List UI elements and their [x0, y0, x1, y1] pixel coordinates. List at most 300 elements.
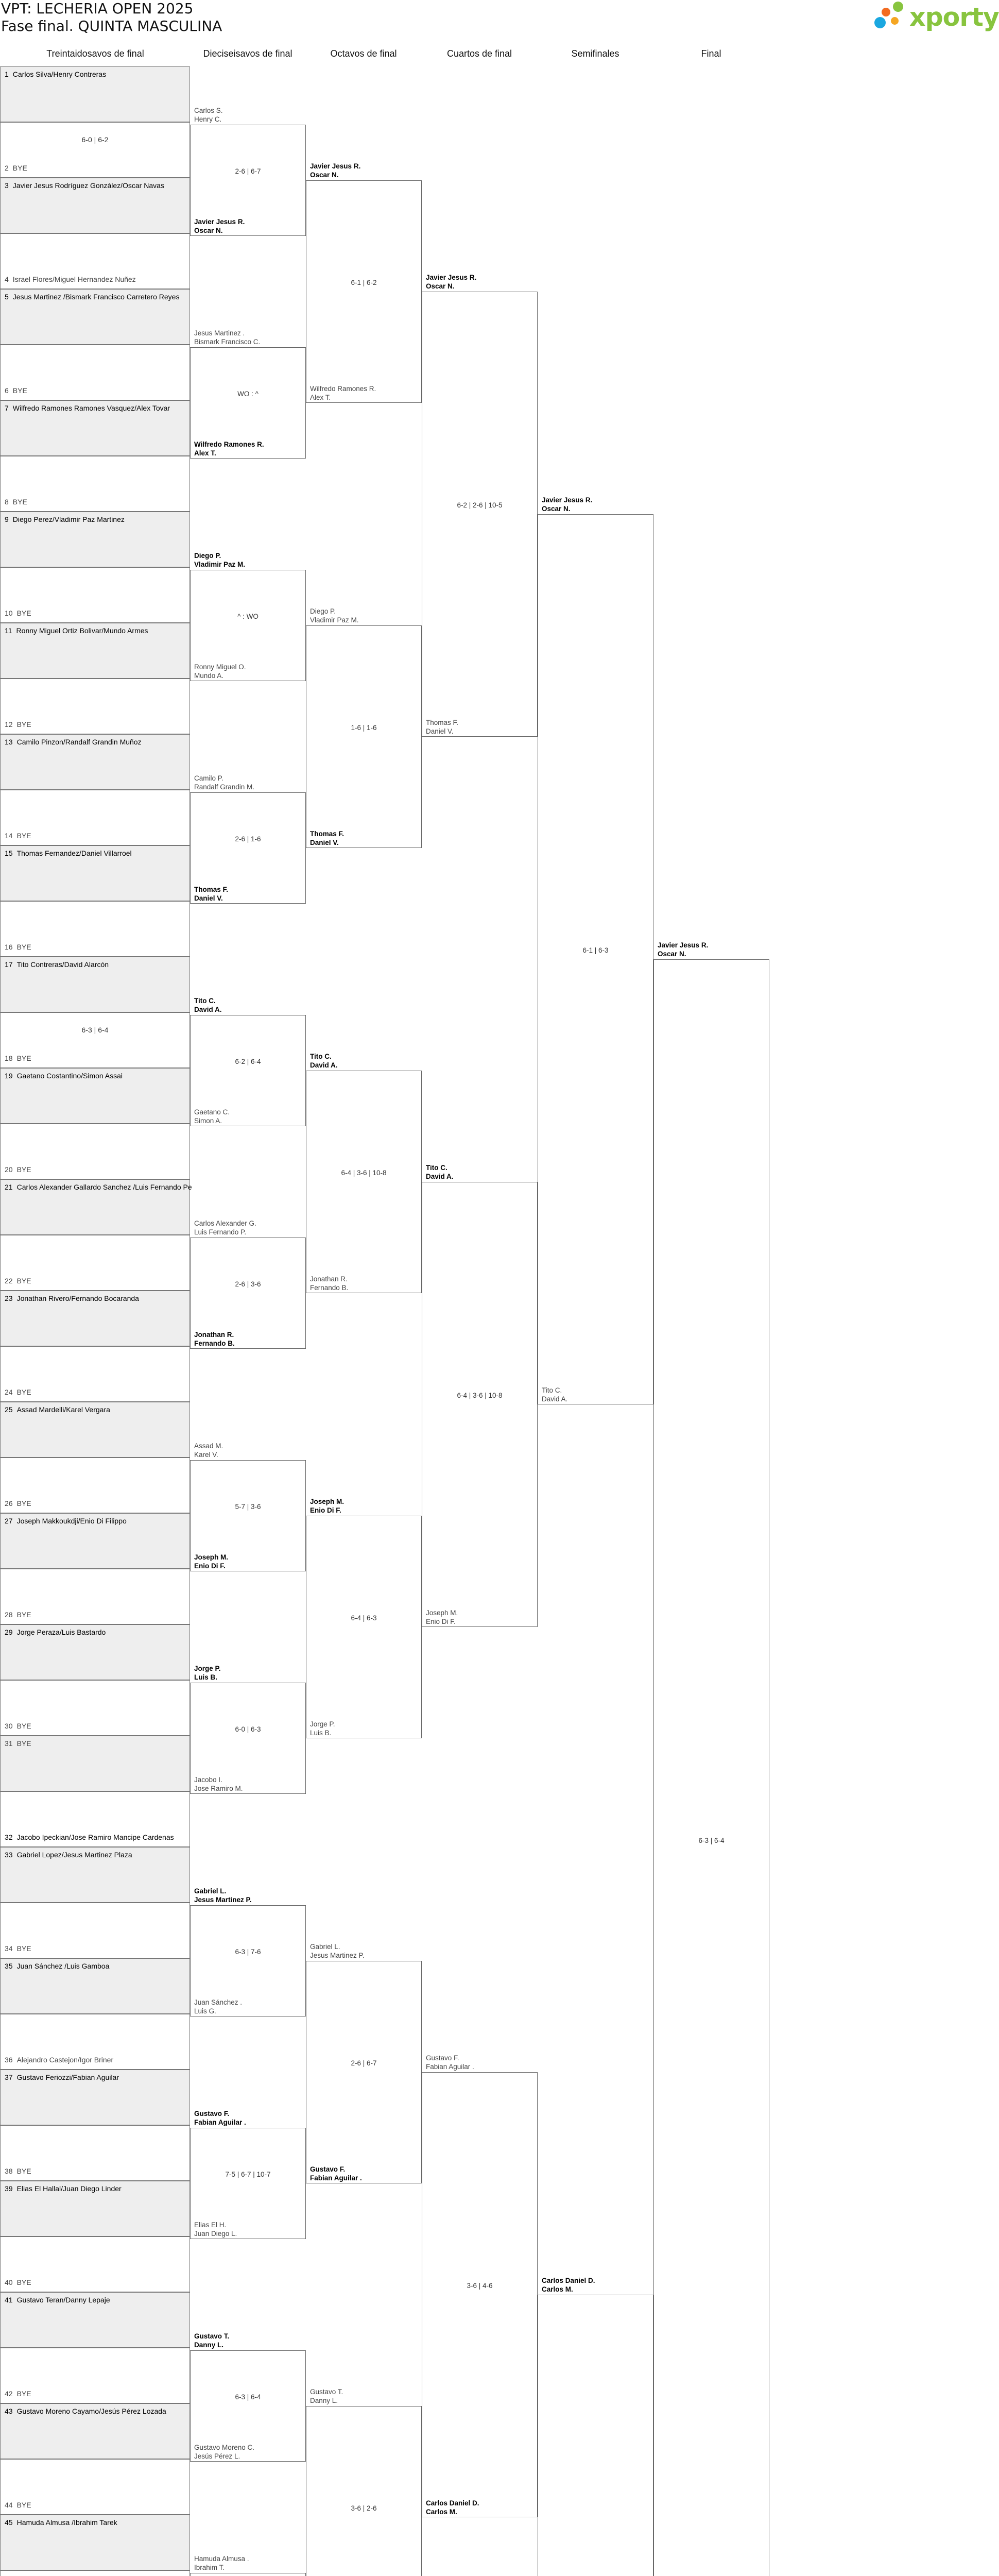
entry-label[interactable]: [5, 1628, 106, 1636]
seed-number: 17: [5, 960, 13, 969]
entry-slot: [0, 901, 190, 957]
team-name-bottom[interactable]: [194, 1108, 230, 1125]
seed-number: 2: [5, 164, 9, 172]
entry-slot: [0, 1680, 190, 1736]
team-name: BYE: [16, 1165, 31, 1174]
seed-number: 25: [5, 1405, 13, 1414]
team-name-bottom[interactable]: [194, 1775, 243, 1793]
seed-number: 21: [5, 1183, 13, 1191]
entry-label[interactable]: [5, 1054, 31, 1062]
entry-label[interactable]: [5, 1165, 31, 1174]
team-name: BYE: [16, 2278, 31, 2286]
entry-label[interactable]: [5, 1722, 31, 1730]
entry-slot: [0, 233, 190, 289]
player-name: Oscar N.: [194, 227, 223, 234]
match-connector: [306, 1516, 422, 1738]
team-name: Israel Flores/Miguel Hernandez Nuñez: [12, 275, 136, 283]
entry-slot: [0, 1624, 190, 1680]
entry-slot: [0, 2570, 190, 2576]
player-name: Oscar N.: [310, 171, 339, 179]
player-name: Danny L.: [310, 2397, 338, 2404]
team-name: Elias El Hallal/Juan Diego Linder: [16, 2184, 122, 2193]
team-name: Tito Contreras/David Alarcón: [16, 960, 109, 969]
team-name-bottom[interactable]: [426, 718, 458, 736]
match-score: 6-3 | 6-4: [235, 2393, 261, 2401]
player-name: Fabian Aguilar .: [426, 2063, 474, 2071]
entry-label[interactable]: [5, 1183, 190, 1191]
player-name: Danny L.: [194, 2341, 224, 2349]
player-name: Juan Sánchez .: [194, 1998, 243, 2006]
entry-slot: [0, 456, 190, 512]
entry-slot: [0, 345, 190, 400]
seed-number: 13: [5, 738, 13, 746]
player-name: Thomas F.: [194, 886, 229, 893]
team-name-top[interactable]: [310, 162, 360, 179]
player-name: Carlos Daniel D.: [542, 2277, 595, 2284]
team-name-top[interactable]: [426, 2054, 474, 2071]
team-name: BYE: [16, 1388, 31, 1396]
entry-label[interactable]: [5, 1833, 174, 1841]
player-name: Thomas F.: [426, 719, 459, 726]
player-name: Gustavo F.: [194, 2110, 230, 2117]
player-name: Wilfredo Ramones R.: [194, 440, 264, 448]
seed-number: 27: [5, 1517, 13, 1525]
logo-wordmark: xporty: [909, 3, 999, 32]
entry-slot: [0, 66, 190, 122]
player-name: Daniel V.: [310, 839, 339, 846]
player-name: Carlos S.: [194, 107, 223, 114]
seed-number: 5: [5, 293, 9, 301]
match-connector: [306, 2406, 422, 2576]
entry-label[interactable]: [5, 738, 142, 746]
team-name-bottom[interactable]: [310, 829, 344, 847]
entry-slot: [0, 289, 190, 345]
player-name: Karel V.: [194, 1451, 218, 1459]
team-name: BYE: [16, 1499, 31, 1507]
seed-number: 3: [5, 181, 9, 190]
player-name: Tito C.: [194, 997, 216, 1005]
entry-slot: [0, 734, 190, 790]
player-name: Jesus Martinez P.: [310, 1952, 365, 1959]
entry-label[interactable]: [5, 1294, 139, 1302]
entry-label[interactable]: [5, 164, 27, 172]
seed-number: 29: [5, 1628, 13, 1636]
team-name: Ronny Miguel Ortiz Bolivar/Mundo Armes: [16, 626, 148, 635]
seed-number: 31: [5, 1739, 13, 1748]
team-name-top[interactable]: [194, 1664, 221, 1682]
entry-slot: [0, 1068, 190, 1124]
team-name-bottom[interactable]: [426, 1608, 458, 1626]
player-name: Jacobo I.: [194, 1776, 222, 1784]
player-name: Gustavo F.: [310, 2165, 346, 2173]
player-name: Elias El H.: [194, 2221, 227, 2229]
team-name-top[interactable]: [542, 2276, 595, 2294]
entry-label[interactable]: [5, 1851, 132, 1859]
match-score: WO : ^: [237, 390, 259, 398]
match-score: 6-0 | 6-3: [235, 1725, 261, 1733]
entry-label[interactable]: [5, 1739, 31, 1748]
seed-number: 32: [5, 1833, 13, 1841]
team-name-bottom[interactable]: [194, 1553, 228, 1570]
entry-label[interactable]: [5, 2296, 110, 2304]
team-name-bottom[interactable]: [426, 2499, 479, 2516]
player-name: Enio Di F.: [194, 1562, 226, 1570]
entry-label[interactable]: [5, 832, 31, 840]
player-name: Carlos M.: [426, 2508, 457, 2516]
player-name: Tito C.: [426, 1164, 447, 1172]
entry-slot: [0, 1513, 190, 1569]
seed-number: 44: [5, 2501, 13, 2509]
player-name: Carlos M.: [542, 2285, 573, 2293]
entry-slot: [0, 178, 190, 233]
player-name: Oscar N.: [658, 950, 686, 958]
player-name: Vladimir Paz M.: [194, 561, 246, 568]
player-name: Gustavo Moreno C.: [194, 2444, 255, 2451]
player-name: Wilfredo Ramones R.: [310, 385, 376, 393]
team-name: BYE: [16, 1611, 31, 1619]
entry-slot: [0, 1958, 190, 2014]
team-name-top[interactable]: [310, 1497, 344, 1515]
team-name: Jesus Martinez /Bismark Francisco Carretero Reyes: [12, 293, 180, 301]
team-name-top[interactable]: [194, 1442, 223, 1459]
round-header: Cuartos de final: [446, 48, 512, 59]
entry-slot: [0, 1736, 190, 1791]
team-name: Jonathan Rivero/Fernando Bocaranda: [16, 1294, 139, 1302]
seed-number: 1: [5, 70, 9, 78]
entry-label[interactable]: [5, 1388, 31, 1396]
player-name: Jesus Martinez .: [194, 329, 245, 337]
player-name: Gabriel L.: [194, 1887, 227, 1895]
round-header: Semifinales: [571, 48, 619, 59]
team-name-top[interactable]: [194, 329, 260, 346]
team-name-top[interactable]: [310, 607, 359, 624]
entry-slot: [0, 1012, 190, 1068]
match-score: 6-4 | 3-6 | 10-8: [341, 1169, 387, 1177]
entry-slot: [0, 1569, 190, 1624]
match-score: 6-4 | 3-6 | 10-8: [457, 1392, 503, 1399]
team-name-top[interactable]: [658, 941, 708, 958]
team-name: BYE: [12, 386, 27, 395]
entry-label[interactable]: [5, 2056, 113, 2064]
team-name: BYE: [12, 498, 27, 506]
seed-number: 33: [5, 1851, 13, 1859]
entry-slot: [0, 1291, 190, 1346]
entry-label[interactable]: [5, 2184, 122, 2193]
entry-slot: [0, 2125, 190, 2181]
seed-number: 45: [5, 2518, 13, 2527]
team-name: BYE: [16, 2389, 31, 2398]
entry-label[interactable]: [5, 498, 27, 506]
entry-label[interactable]: [5, 1499, 31, 1507]
team-name: Alejandro Castejon/Igor Briner: [16, 2056, 114, 2064]
entry-label[interactable]: [5, 720, 31, 728]
player-name: Jesús Pérez L.: [194, 2452, 240, 2460]
match-connector: [190, 2573, 306, 2576]
entry-slot: [0, 2236, 190, 2292]
entry-slot: [0, 1402, 190, 1458]
player-name: Tito C.: [542, 1386, 562, 1394]
team-name: Gaetano Costantino/Simon Assai: [16, 1072, 123, 1080]
round-header: Treintaidosavos de final: [46, 48, 144, 59]
match-connector: [422, 1182, 538, 1627]
player-name: Oscar N.: [426, 282, 455, 290]
team-name: Joseph Makkoukdji/Enio Di Filippo: [16, 1517, 127, 1525]
entry-slot: [0, 512, 190, 567]
team-name-top[interactable]: [194, 106, 223, 124]
match-score: 2-6 | 6-7: [351, 2059, 377, 2067]
team-name: BYE: [16, 1739, 31, 1748]
team-name-top[interactable]: [310, 1942, 365, 1960]
entry-label[interactable]: [5, 1962, 109, 1970]
team-name-bottom[interactable]: [194, 440, 264, 457]
team-name-bottom[interactable]: [194, 2221, 237, 2238]
match-score: 3-6 | 4-6: [467, 2282, 493, 2290]
team-name: Gustavo Feriozzi/Fabian Aguilar: [16, 2073, 119, 2081]
team-name-bottom[interactable]: [194, 885, 228, 903]
seed-number: 14: [5, 832, 13, 840]
entry-label[interactable]: [5, 626, 148, 635]
player-name: Jonathan R.: [194, 1331, 234, 1338]
entry-label[interactable]: [5, 1277, 31, 1285]
entry-label[interactable]: [5, 1405, 110, 1414]
team-name: Wilfredo Ramones Ramones Vasquez/Alex Tovar: [12, 404, 170, 412]
entry-slot: [0, 1346, 190, 1402]
team-name-bottom[interactable]: [542, 1386, 567, 1403]
entry-slot: [0, 1179, 190, 1235]
player-name: Bismark Francisco C.: [194, 338, 261, 346]
tournament-title: VPT: LECHERIA OPEN 2025: [1, 0, 194, 17]
match-connector: [306, 180, 422, 403]
team-name-top[interactable]: [426, 1163, 454, 1181]
entry-slot: [0, 400, 190, 456]
team-name-bottom[interactable]: [194, 663, 246, 680]
match-connector: [306, 625, 422, 848]
seed-number: 24: [5, 1388, 13, 1396]
entry-label[interactable]: [5, 960, 109, 969]
entry-slot: [0, 2292, 190, 2348]
entry-slot: [0, 1124, 190, 1179]
team-name: BYE: [16, 609, 31, 617]
team-name: Gabriel Lopez/Jesus Martinez Plaza: [16, 1851, 132, 1859]
player-name: Ibrahim T.: [194, 2564, 225, 2571]
player-name: David A.: [542, 1395, 568, 1403]
entry-label[interactable]: [5, 609, 31, 617]
team-name-bottom[interactable]: [310, 2165, 362, 2182]
logo-dot-yellow: [891, 17, 899, 25]
team-name-bottom[interactable]: [310, 384, 376, 402]
player-name: Simon A.: [194, 1117, 222, 1125]
seed-number: 11: [5, 626, 12, 635]
round-header: Final: [701, 48, 721, 59]
team-name-top[interactable]: [194, 774, 254, 791]
team-name-top[interactable]: [542, 496, 592, 513]
entry-label[interactable]: [5, 386, 27, 395]
team-name-bottom[interactable]: [310, 1720, 335, 1737]
player-name: Carlos Alexander G.: [194, 1219, 256, 1227]
player-name: Javier Jesus R.: [310, 162, 361, 170]
entry-label[interactable]: [5, 515, 125, 523]
match-score: 2-6 | 6-7: [235, 167, 261, 175]
player-name: Assad M.: [194, 1442, 223, 1450]
entry-label[interactable]: [5, 2501, 31, 2509]
team-name-top[interactable]: [194, 2554, 249, 2572]
match-score: 6-3 | 6-4: [698, 1837, 725, 1844]
team-name: Diego Perez/Vladimir Paz Martinez: [12, 515, 125, 523]
team-name-top[interactable]: [194, 2332, 229, 2349]
player-name: David A.: [426, 1173, 454, 1180]
team-name-top[interactable]: [426, 273, 476, 291]
entry-label[interactable]: [5, 275, 136, 283]
player-name: Gustavo T.: [310, 2388, 343, 2396]
player-name: Luis B.: [310, 1729, 332, 1737]
entry-slot: [0, 1791, 190, 1847]
seed-number: 15: [5, 849, 13, 857]
player-name: Fabian Aguilar .: [310, 2174, 362, 2182]
player-name: Thomas F.: [310, 830, 345, 838]
player-name: Alex T.: [310, 394, 331, 401]
player-name: Gaetano C.: [194, 1108, 230, 1116]
logo-dot-blue: [874, 17, 886, 28]
team-name-top[interactable]: [194, 551, 245, 569]
player-name: Luis B.: [194, 1673, 218, 1681]
match-score: ^ : WO: [237, 613, 259, 620]
seed-number: 30: [5, 1722, 13, 1730]
player-name: Javier Jesus R.: [658, 941, 709, 949]
team-name: BYE: [16, 1722, 31, 1730]
seed-number: 4: [5, 275, 9, 283]
entry-slot: [0, 122, 190, 178]
player-name: Joseph M.: [194, 1553, 229, 1561]
entry-label[interactable]: [5, 181, 164, 190]
team-name-top[interactable]: [310, 2387, 343, 2405]
entry-label[interactable]: [5, 849, 132, 857]
entry-slot: [0, 790, 190, 845]
logo-dot-orange: [882, 8, 890, 16]
match-connector: [538, 514, 653, 1404]
team-name: BYE: [16, 720, 31, 728]
entry-label[interactable]: [5, 2278, 31, 2286]
player-name: Gabriel L.: [310, 1943, 340, 1951]
seed-number: 42: [5, 2389, 13, 2398]
match-connector: [422, 2072, 538, 2517]
team-name: BYE: [16, 832, 31, 840]
match-score: 6-2 | 2-6 | 10-5: [457, 501, 503, 509]
team-name-top[interactable]: [194, 996, 222, 1014]
team-name-top[interactable]: [194, 1887, 252, 1904]
player-name: Hamuda Almusa .: [194, 2555, 249, 2563]
team-name: Camilo Pinzon/Randalf Grandin Muñoz: [16, 738, 142, 746]
player-name: Fernando B.: [310, 1284, 349, 1292]
player-name: Diego P.: [194, 552, 221, 560]
entry-slot: [0, 845, 190, 901]
match-connector: [306, 1961, 422, 2183]
seed-number: 39: [5, 2184, 13, 2193]
entry-label[interactable]: [5, 1517, 127, 1525]
player-name: Enio Di F.: [426, 1618, 456, 1625]
match-score: 2-6 | 3-6: [235, 1280, 261, 1288]
entry-slot: [0, 2070, 190, 2125]
player-name: Javier Jesus R.: [426, 274, 477, 281]
team-name: Carlos Silva/Henry Contreras: [12, 70, 107, 78]
entry-label[interactable]: [5, 1611, 31, 1619]
player-name: Oscar N.: [542, 505, 571, 513]
entry-label[interactable]: [5, 2073, 119, 2081]
team-name-top[interactable]: [310, 1052, 338, 1070]
player-name: Carlos Daniel D.: [426, 2499, 479, 2507]
match-connector: [306, 1071, 422, 1293]
player-name: Ronny Miguel O.: [194, 663, 246, 671]
seed-number: 9: [5, 515, 9, 523]
team-name: BYE: [16, 1054, 31, 1062]
player-name: Luis Fernando P.: [194, 1228, 247, 1236]
team-name-top[interactable]: [194, 2109, 246, 2127]
match-connector: [653, 959, 769, 2576]
player-name: Javier Jesus R.: [194, 218, 245, 226]
player-name: Mundo A.: [194, 672, 224, 680]
match-score: 6-2 | 6-4: [235, 1058, 261, 1065]
match-score: 1-6 | 1-6: [351, 724, 377, 732]
seed-number: 7: [5, 404, 9, 412]
team-name-top[interactable]: [194, 1219, 256, 1236]
seed-number: 37: [5, 2073, 13, 2081]
player-name: Luis G.: [194, 2007, 216, 2015]
seed-number: 41: [5, 2296, 13, 2304]
player-name: Alex T.: [194, 449, 216, 457]
team-name: Carlos Alexander Gallardo Sanchez /Luis Fernando Pe: [16, 1183, 192, 1191]
team-name-bottom[interactable]: [310, 1275, 348, 1292]
entry-label[interactable]: [5, 2167, 31, 2175]
entry-label[interactable]: [5, 293, 179, 301]
entry-slot: [0, 957, 190, 1012]
team-name: Gustavo Teran/Danny Lepaje: [16, 2296, 110, 2304]
round-header: Dieciseisavos de final: [203, 48, 292, 59]
player-name: David A.: [310, 1061, 338, 1069]
entry-slot: [0, 2348, 190, 2403]
entry-label[interactable]: [5, 1944, 31, 1953]
seed-number: 36: [5, 2056, 13, 2064]
seed-number: 26: [5, 1499, 13, 1507]
match-score: 2-6 | 1-6: [235, 835, 261, 843]
player-name: Jesus Martinez P.: [194, 1896, 252, 1904]
team-name: Jacobo Ipeckian/Jose Ramiro Mancipe Cardenas: [16, 1833, 174, 1841]
team-name: Gustavo Moreno Cayamo/Jesús Pérez Lozada: [16, 2407, 166, 2415]
entry-label[interactable]: [5, 2518, 117, 2527]
entry-label[interactable]: [5, 70, 106, 78]
player-name: Gustavo T.: [194, 2332, 230, 2340]
xporty-logo[interactable]: [870, 2, 999, 37]
entry-slot: [0, 2403, 190, 2459]
match-score: 6-3 | 6-4: [81, 1026, 109, 1034]
player-name: Vladimir Paz M.: [310, 616, 359, 624]
team-name-bottom[interactable]: [194, 2443, 254, 2461]
team-name-bottom[interactable]: [194, 1330, 235, 1348]
player-name: David A.: [194, 1006, 222, 1013]
entry-label[interactable]: [5, 404, 170, 412]
seed-number: 12: [5, 720, 13, 728]
entry-slot: [0, 2014, 190, 2070]
entry-label[interactable]: [5, 943, 31, 951]
player-name: Javier Jesus R.: [542, 496, 593, 504]
team-name: BYE: [16, 2167, 31, 2175]
seed-number: 35: [5, 1962, 13, 1970]
entry-label[interactable]: [5, 2389, 31, 2398]
round-header: Octavos de final: [330, 48, 397, 59]
team-name-bottom[interactable]: [194, 1998, 242, 2015]
team-name-bottom[interactable]: [194, 217, 245, 235]
entry-label[interactable]: [5, 1072, 123, 1080]
entry-label[interactable]: [5, 2407, 166, 2415]
player-name: Daniel V.: [194, 894, 223, 902]
